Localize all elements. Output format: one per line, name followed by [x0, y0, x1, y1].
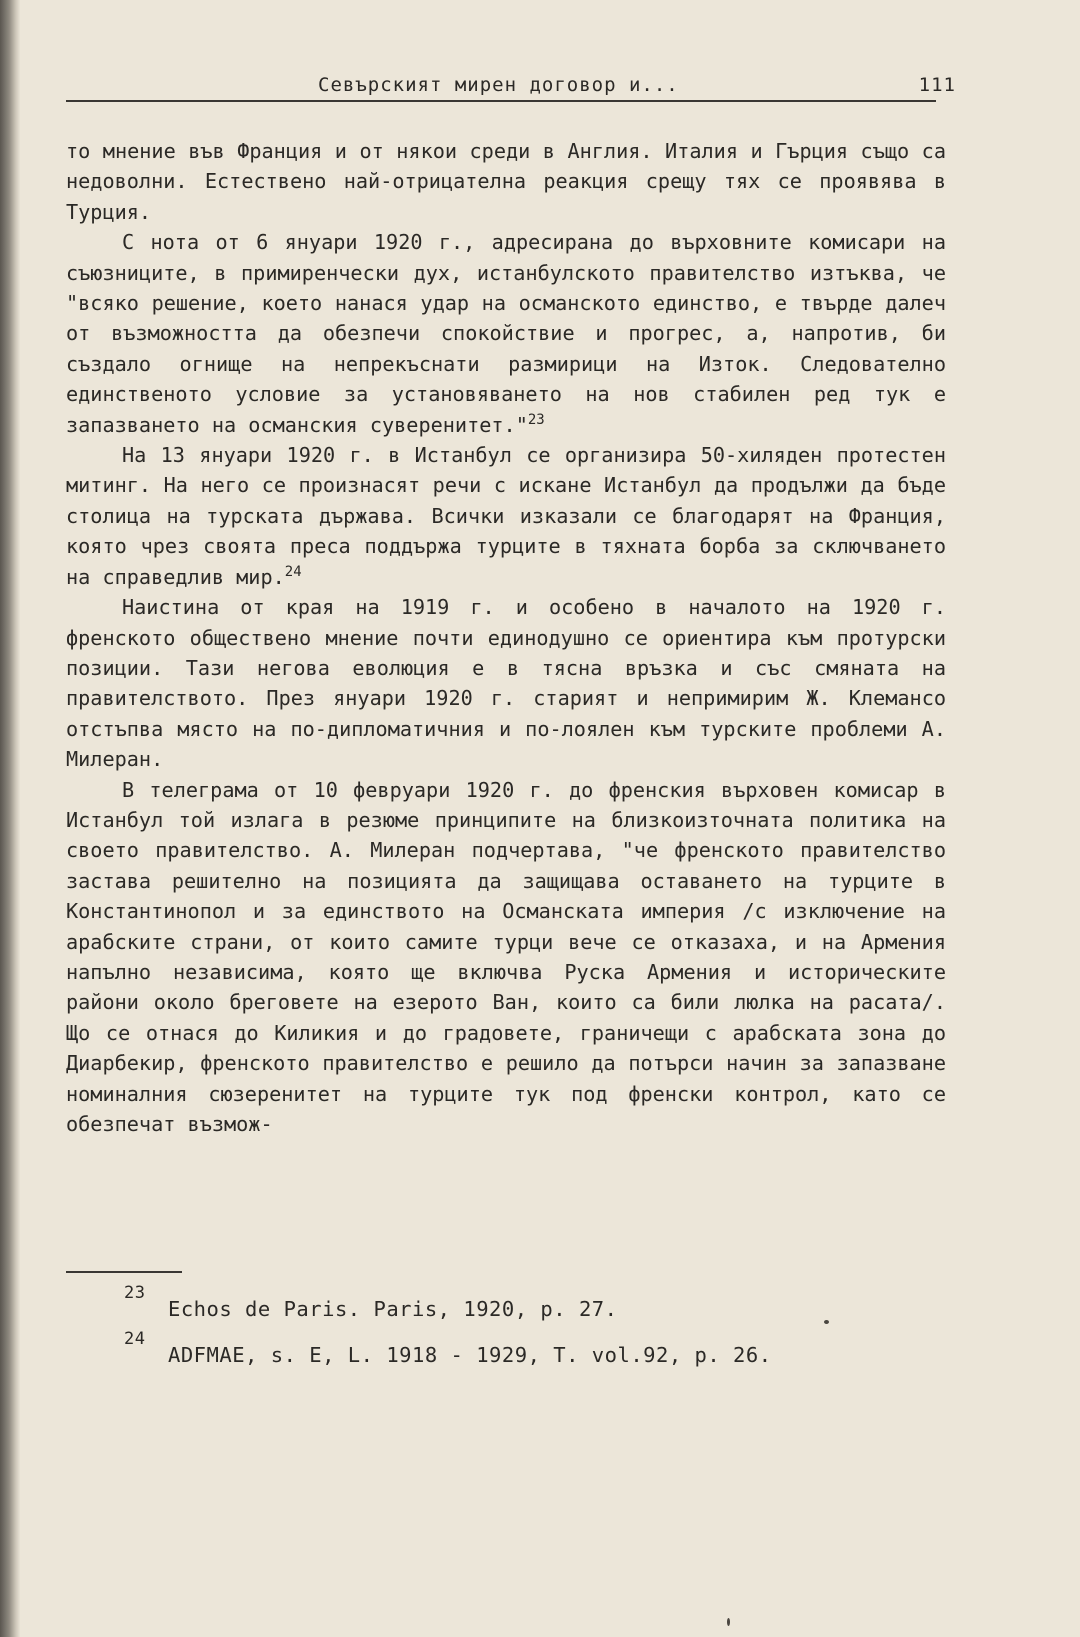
paragraph: [66, 136, 946, 227]
paragraph-text: то мнение във Франция и от някои среди в Англия. Италия и Гърция също са недоволни. Естествено най-отрицателна реакция срещу тях се проявява в Турция.: [66, 139, 946, 224]
paragraph-text: В телеграма от 10 февруари 1920 г. до френския върховен комисар в Истанбул той излага в резюме принципите на близкоизточната политика на своето правителство. А. Милеран подчертава, "че френското правителство застава решително на позицията да защищава оставането на турците в Константинопол и за единството на Османската империя /с изключение на арабските страни, от които самите турци вече се отказаха, и на Армения напълно независима, която ще включва Руска Армения и историческите райони около бреговете на езерото Ван, които са били люлка на расата/. Що се отнася до Киликия и до градовете, граничещи с арабската зона до Диарбекир, френското правителство е решило да потърси начин за запазване номиналния сюзеренитет на турците тук под френски контрол, като се обезпечат възмож-: [66, 777, 946, 1136]
scan-speck: [824, 1320, 829, 1324]
paragraph: [66, 227, 946, 440]
page-number: 111: [918, 74, 956, 96]
body-text: [66, 136, 946, 1139]
paragraph: [66, 592, 946, 774]
footnote-number: 24: [124, 1329, 146, 1349]
footnote-rule: [66, 1271, 182, 1273]
scan-speck: [727, 1618, 730, 1626]
footnote-text: Echos de Paris. Paris, 1920, p. 27.: [168, 1297, 618, 1321]
footnote: [124, 1283, 944, 1329]
paragraph-text: На 13 януари 1920 г. в Истанбул се организира 50-хиляден протестен митинг. На него се произнасят речи с искане Истанбул да продължи да бъде столица на турската държава. Всички изказали се благодарят на Франция, която чрез своята преса поддържа турците в тяхната борба за сключването на справедлив мир.: [66, 443, 946, 589]
paragraph-text: Наистина от края на 1919 г. и особено в началото на 1920 г. френското обществено мнение почти единодушно се ориентира към протурски позиции. Тази негова еволюция е в тясна връзка и със смяната на правителството. През януари 1920 г. старият и непримирим Ж. Клемансо отстъпва място на по-дипломатичния и по-лоялен към турските проблеми А. Милеран.: [66, 595, 946, 772]
footnote-reference: 23: [527, 411, 545, 428]
paragraph: [66, 440, 946, 592]
footnote: [124, 1329, 944, 1375]
header-rule: [66, 100, 936, 102]
paragraph-text: С нота от 6 януари 1920 г., адресирана до върховните комисари на съюзниците, в примиренчески дух, истанбулското правителство изтъква, че "всяко решение, което нанася удар на османското единство, е твърде далеч от възможността да обезпечи спокойствие и прогрес, а, напротив, би създало огнище на непрекъснати размирици на Изток. Следователно единственото условие за установяването на нов стабилен ред тук е запазването на османския суверенитет.": [66, 230, 946, 437]
paragraph: [66, 775, 946, 1140]
footnote-reference: 24: [284, 563, 302, 580]
book-binding-edge: [0, 0, 20, 1637]
running-title: Севърският мирен договор и...: [318, 74, 679, 96]
footnote-number: 23: [124, 1283, 146, 1303]
footnotes: [124, 1283, 944, 1375]
footnote-text: ADFMAE, s. E, L. 1918 - 1929, T. vol.92, p. 26.: [168, 1343, 772, 1367]
